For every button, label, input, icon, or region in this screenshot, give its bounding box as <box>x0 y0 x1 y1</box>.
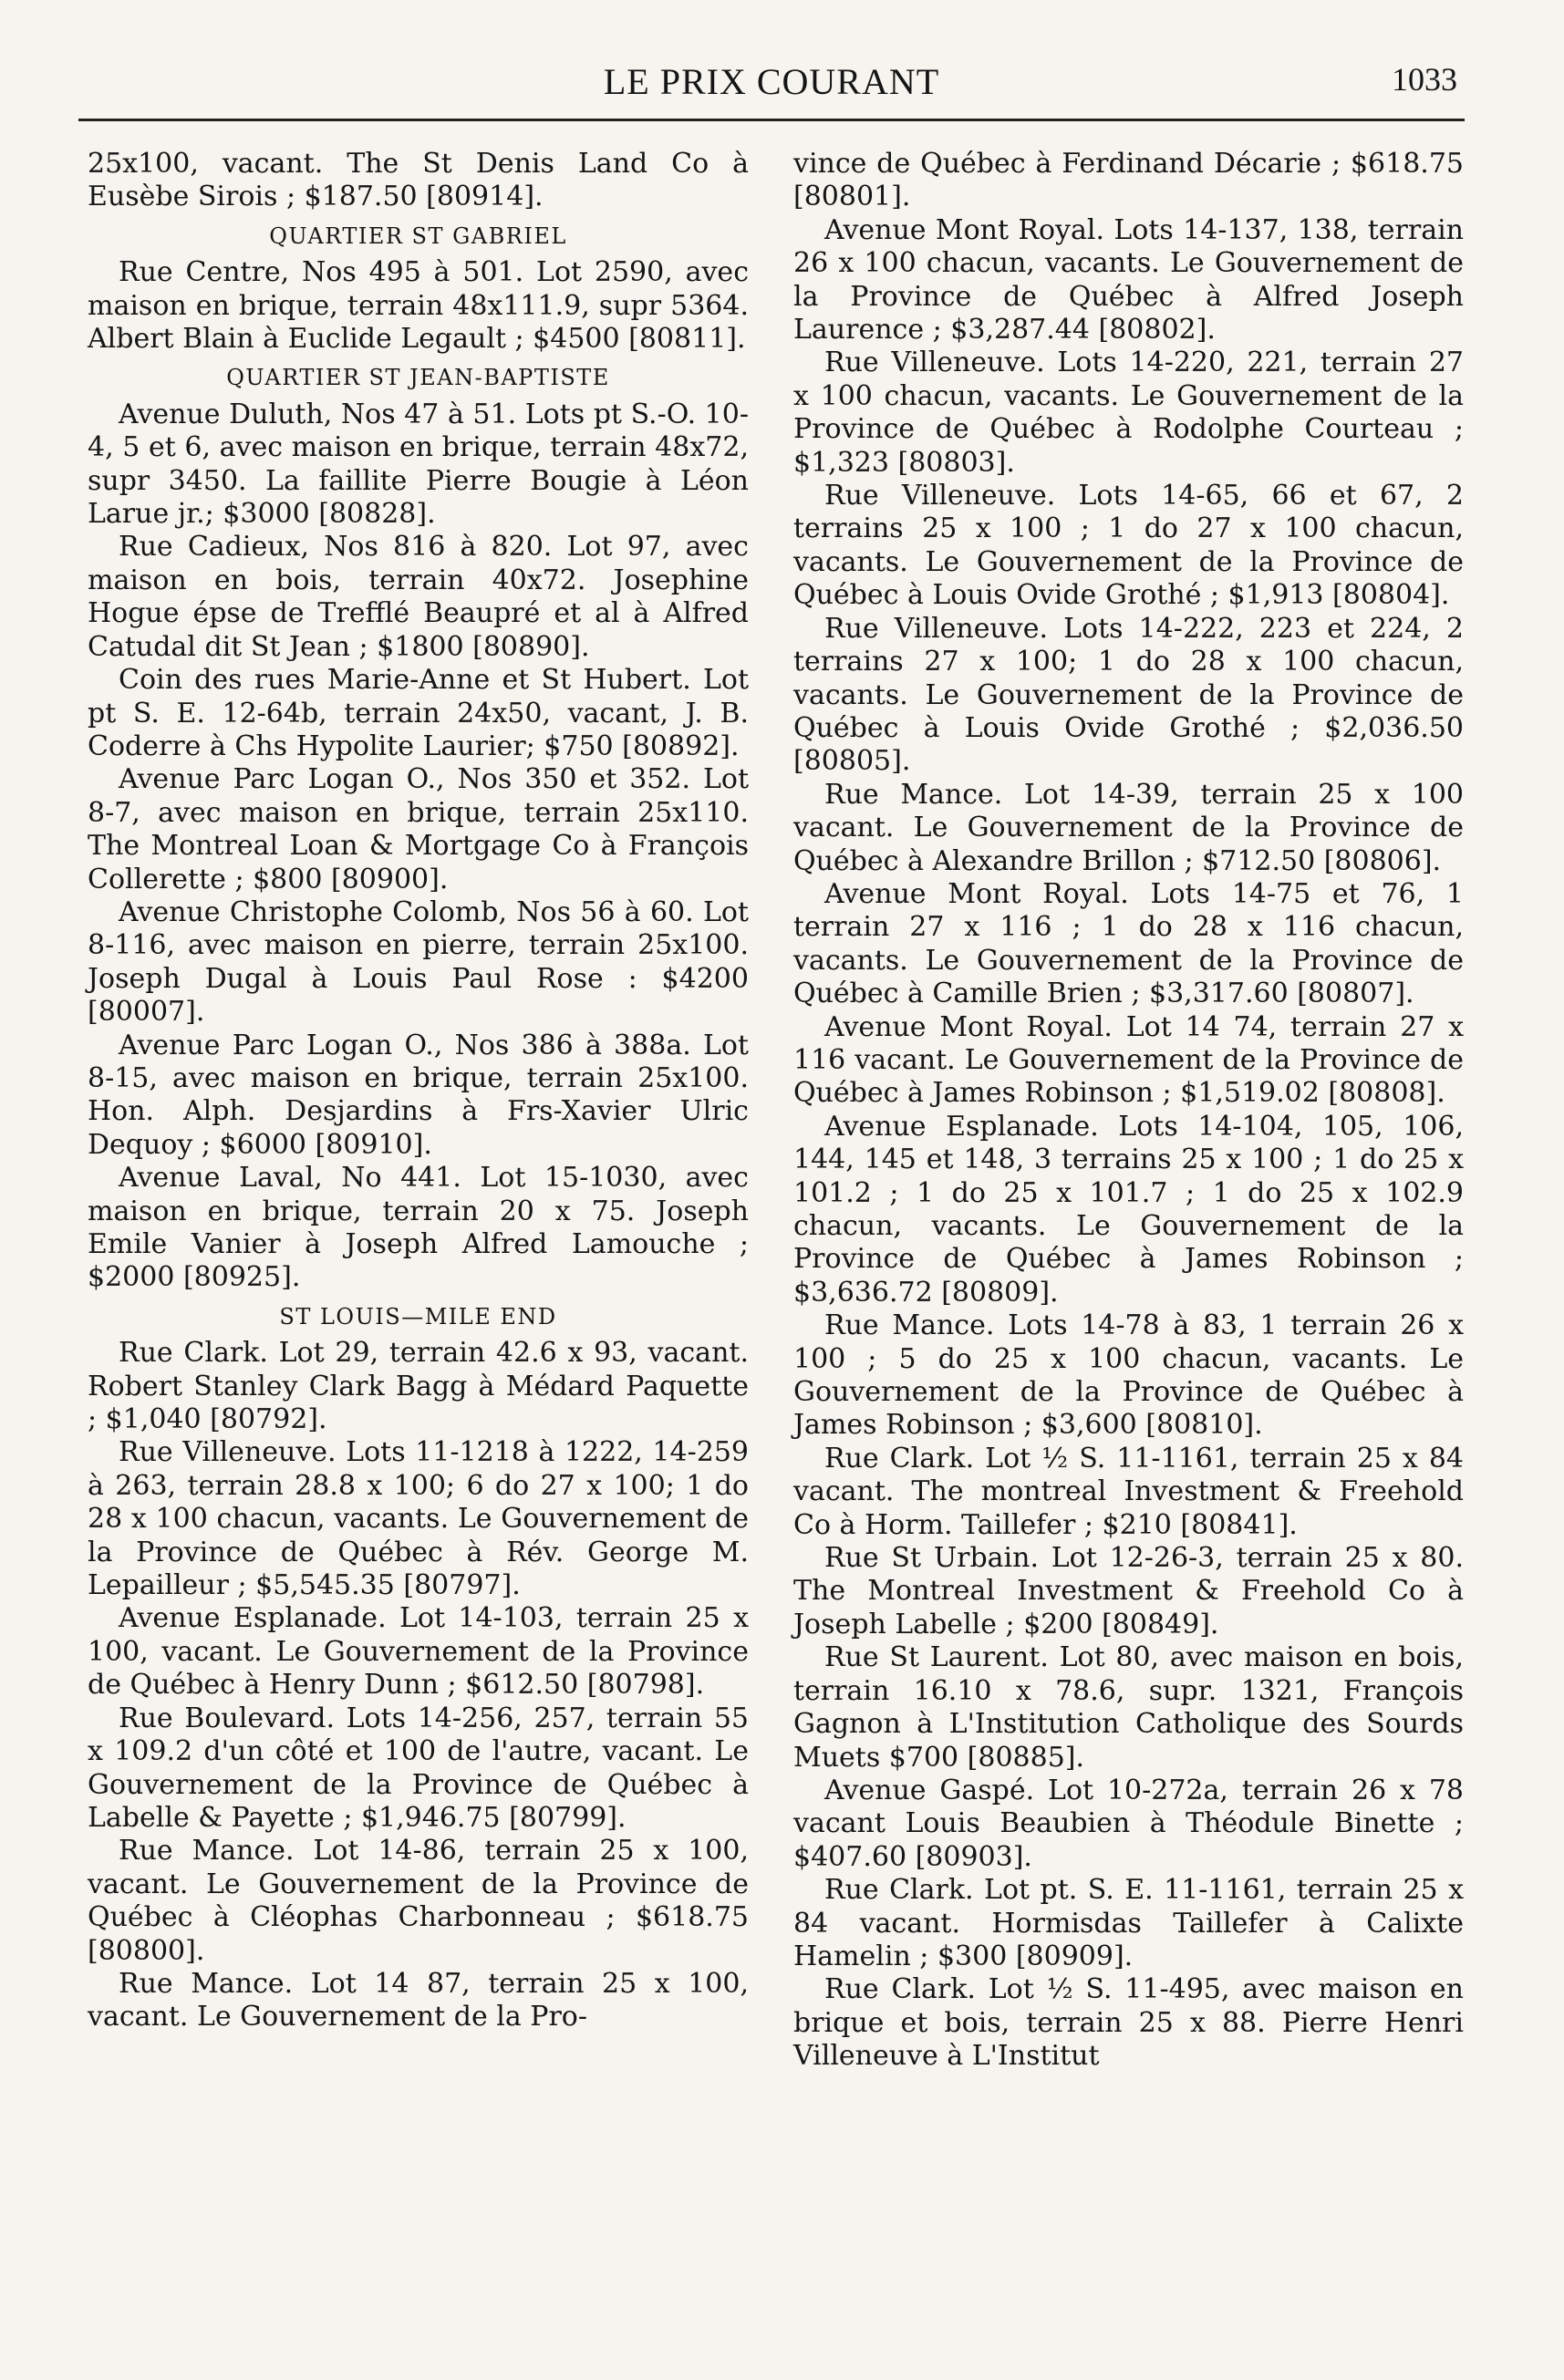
property-entry: Rue St Laurent. Lot 80, avec maison en bois, terrain 16.10 x 78.6, supr. 1321, François Gagnon à L'Institution Catholique des Sourds Muets $700 [80885]. <box>793 1641 1464 1774</box>
property-entry: Rue Mance. Lot 14-39, terrain 25 x 100 vacant. Le Gouvernement de la Province de Québec à Alexandre Brillon ; $712.50 [80806]. <box>793 778 1464 877</box>
property-entry: Rue Clark. Lot ½ S. 11-1161, terrain 25 x 84 vacant. The montreal Investment & Freehold Co à Horm. Taillefer ; $210 [80841]. <box>793 1442 1464 1541</box>
property-entry: Avenue Mont Royal. Lots 14-137, 138, terrain 26 x 100 chacun, vacants. Le Gouvernement de la Province de Québec à Alfred Joseph Laurence ; $3,287.44 [80802]. <box>793 213 1464 347</box>
property-entry: Avenue Parc Logan O., Nos 350 et 352. Lot 8-7, avec maison en brique, terrain 25x110. The Montreal Loan & Mortgage Co à François Collerette ; $800 [80900]. <box>88 763 749 895</box>
continued-entry: 25x100, vacant. The St Denis Land Co à Eusèbe Sirois ; $187.50 [80914]. <box>88 148 749 213</box>
property-entry: Rue Villeneuve. Lots 14-222, 223 et 224, 2 terrains 27 x 100; 1 do 28 x 100 chacun, vacants. Le Gouvernement de la Province de Québec à Louis Ovide Grothé ; $2,036.50 [80805]. <box>793 612 1464 778</box>
property-entry: Avenue Parc Logan O., Nos 386 à 388a. Lot 8-15, avec maison en brique, terrain 25x100. Hon. Alph. Desjardins à Frs-Xavier Ulric Dequoy ; $6000 [80910]. <box>88 1029 749 1161</box>
property-entry: Avenue Mont Royal. Lots 14-75 et 76, 1 terrain 27 x 116 ; 1 do 28 x 116 chacun, vacants. Le Gouvernement de la Province de Québec à Camille Brien ; $3,317.60 [80807]. <box>793 877 1464 1010</box>
page-title: LE PRIX COURANT <box>603 61 940 102</box>
property-entry: Rue Mance. Lots 14-78 à 83, 1 terrain 26 x 100 ; 5 do 25 x 100 chacun, vacants. Le Gouvernement de la Province de Québec à James Robinson ; $3,600 [80810]. <box>793 1309 1464 1442</box>
property-entry: Rue Clark. Lot pt. S. E. 11-1161, terrain 25 x 84 vacant. Hormisdas Taillefer à Calixte Hamelin ; $300 [80909]. <box>793 1874 1464 1972</box>
continued-entry: vince de Québec à Ferdinand Décarie ; $618.75 [80801]. <box>793 148 1464 213</box>
right-column <box>793 148 1464 2074</box>
property-entry: Rue Villeneuve. Lots 11-1218 à 1222, 14-259 à 263, terrain 28.8 x 100; 6 do 27 x 100; 1 do 28 x 100 chacun, vacants. Le Gouvernement de la Province de Québec à Rév. George M. Lepailleur ; $5,545.35 [80797]. <box>88 1436 749 1602</box>
property-entry: Avenue Gaspé. Lot 10-272a, terrain 26 x 78 vacant Louis Beaubien à Théodule Binette ; $407.60 [80903]. <box>793 1774 1464 1873</box>
header-rule <box>78 119 1465 121</box>
property-entry: Rue St Urbain. Lot 12-26-3, terrain 25 x 80. The Montreal Investment & Freehold Co à Joseph Labelle ; $200 [80849]. <box>793 1542 1464 1640</box>
property-entry: Coin des rues Marie-Anne et St Hubert. Lot pt S. E. 12-64b, terrain 24x50, vacant, J. B. Coderre à Chs Hypolite Laurier; $750 [80892]. <box>88 664 749 762</box>
section-heading: ST LOUIS—MILE END <box>279 1303 557 1330</box>
left-column <box>88 148 749 2034</box>
section-heading: QUARTIER ST GABRIEL <box>269 222 567 249</box>
property-entry: Rue Clark. Lot 29, terrain 42.6 x 93, vacant. Robert Stanley Clark Bagg à Médard Paquette ; $1,040 [80792]. <box>88 1337 749 1436</box>
property-entry: Rue Villeneuve. Lots 14-65, 66 et 67, 2 terrains 25 x 100 ; 1 do 27 x 100 chacun, vacants. Le Gouvernement de la Province de Québec à Louis Ovide Grothé ; $1,913 [80804]. <box>793 480 1464 612</box>
property-entry: Rue Boulevard. Lots 14-256, 257, terrain 55 x 109.2 d'un côté et 100 de l'autre, vacant. Le Gouvernement de la Province de Québec à Labelle & Payette ; $1,946.75 [80799]. <box>88 1702 749 1834</box>
property-entry: Avenue Christophe Colomb, Nos 56 à 60. Lot 8-116, avec maison en pierre, terrain 25x100. Joseph Dugal à Louis Paul Rose : $4200 [80007]. <box>88 895 749 1029</box>
page-number: 1033 <box>1392 61 1457 98</box>
property-entry: Avenue Duluth, Nos 47 à 51. Lots pt S.-O. 10-4, 5 et 6, avec maison en brique, terrain 48x72, supr 3450. La faillite Pierre Bougie à Léon Larue jr.; $3000 [80828]. <box>88 398 749 531</box>
property-entry: Rue Centre, Nos 495 à 501. Lot 2590, avec maison en brique, terrain 48x111.9, supr 5364. Albert Blain à Euclide Legault ; $4500 [80811]. <box>88 256 749 356</box>
property-entry: Avenue Esplanade. Lot 14-103, terrain 25 x 100, vacant. Le Gouvernement de la Province de Québec à Henry Dunn ; $612.50 [80798]. <box>88 1602 749 1702</box>
property-entry: Avenue Mont Royal. Lot 14 74, terrain 27 x 116 vacant. Le Gouvernement de la Province de Québec à James Robinson ; $1,519.02 [80808]. <box>793 1010 1464 1110</box>
property-entry: Rue Mance. Lot 14 87, terrain 25 x 100, vacant. Le Gouvernement de la Pro- <box>88 1967 749 2033</box>
property-entry: Avenue Laval, No 441. Lot 15-1030, avec maison en brique, terrain 20 x 75. Joseph Emile Vanier à Joseph Alfred Lamouche ; $2000 [80925]. <box>88 1162 749 1294</box>
property-entry: Rue Villeneuve. Lots 14-220, 221, terrain 27 x 100 chacun, vacants. Le Gouvernement de la Province de Québec à Rodolphe Courteau ; $1,323 [80803]. <box>793 347 1464 479</box>
property-entry: Rue Mance. Lot 14-86, terrain 25 x 100, vacant. Le Gouvernement de la Province de Québec à Cléophas Charbonneau ; $618.75 [80800]. <box>88 1835 749 1967</box>
property-entry: Avenue Esplanade. Lots 14-104, 105, 106, 144, 145 et 148, 3 terrains 25 x 100 ; 1 do 25 x 101.2 ; 1 do 25 x 101.7 ; 1 do 25 x 102.9 chacun, vacants. Le Gouvernement de la Province de Québec à James Robinson ; $3,636.72 [80809]. <box>793 1110 1464 1309</box>
page-header <box>78 57 1465 111</box>
property-entry: Rue Cadieux, Nos 816 à 820. Lot 97, avec maison en bois, terrain 40x72. Josephine Hogue épse de Trefflé Beaupré et al à Alfred Catudal dit St Jean ; $1800 [80890]. <box>88 531 749 663</box>
property-entry: Rue Clark. Lot ½ S. 11-495, avec maison en brique et bois, terrain 25 x 88. Pierre Henri Villeneuve à L'Institut <box>793 1973 1464 2073</box>
section-heading: QUARTIER ST JEAN-BAPTISTE <box>226 365 610 391</box>
